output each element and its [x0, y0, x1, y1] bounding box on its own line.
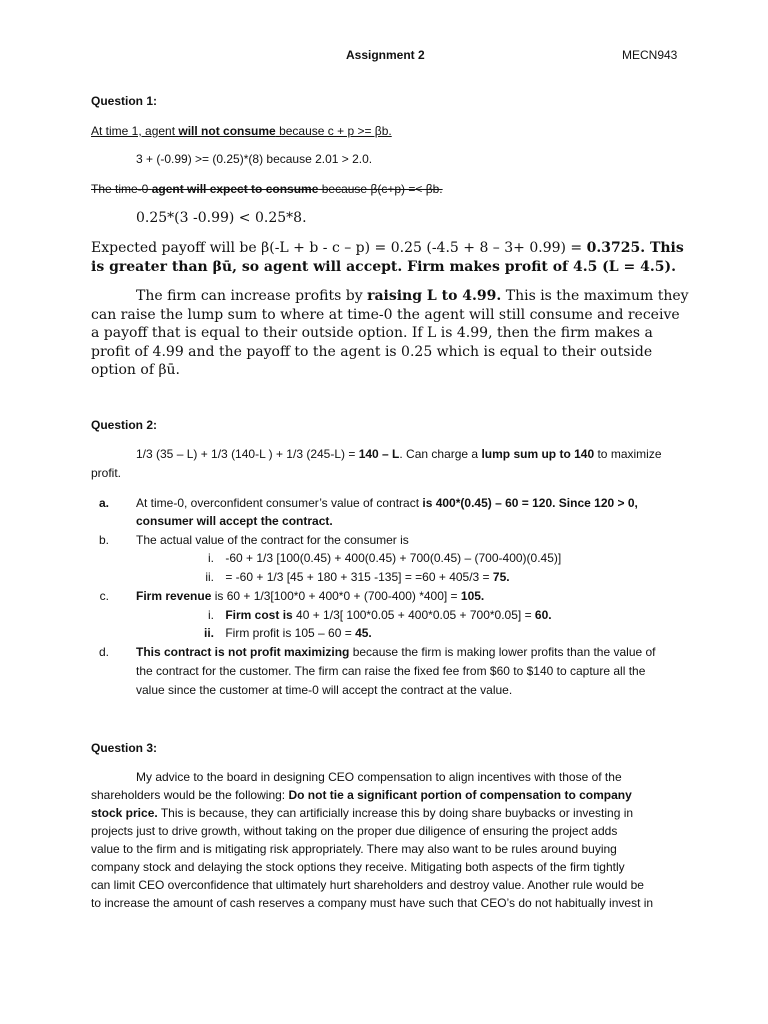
list-marker: i. [208, 551, 214, 565]
q1-paragraph [91, 287, 689, 380]
q2-a-line-1: At time-0, overconfident consumer’s value of contract is 400*(0.45) – 60 = 120. Since 120 > 0, [136, 496, 638, 510]
question-2-heading: Question 2: [91, 418, 158, 432]
q3-line-4: projects just to drive growth, without taking on the proper due diligence of ensuring the project adds [91, 824, 618, 838]
q3-line-6: company stock and delaying the stock options they receive. Mitigating both aspects of the firm tightly [91, 860, 625, 874]
q1-para-line-4: profit of 4.99 and the payoff to the agent is 0.25 which is equal to their outside [91, 343, 653, 360]
list-marker: i. [208, 608, 214, 622]
q2-equation-cont: profit. [91, 466, 122, 480]
q2-b-ii: ii. = -60 + 1/3 [45 + 180 + 315 -135] = =60 + 405/3 = 75. [190, 570, 510, 584]
q1-para-line-3: a payoff that is equal to their outside option. If L is 4.99, then the firm makes a [91, 325, 653, 341]
list-marker: b. [98, 533, 109, 547]
q2-d-line-1: This contract is not profit maximizing because the firm is making lower profits than the value of [136, 645, 656, 659]
question-1-heading: Question 1: [91, 94, 158, 108]
q1-expected-payoff [91, 239, 684, 276]
q1-para-line-1: The firm can increase profits by raising L to 4.99. This is the maximum they [136, 288, 689, 304]
q1-para-line-5: option of βū. [91, 362, 181, 378]
q1-para-line-2: can raise the lump sum to where at time-0 the agent will still consume and receive [91, 306, 680, 323]
q3-line-3: stock price. This is because, they can artificially increase this by doing share buybacks or investing in [91, 806, 634, 820]
q2-b-i: i. -60 + 1/3 [100(0.45) + 400(0.45) + 700(0.45) – (700-400)(0.45)] [190, 551, 561, 565]
q2-a-line-2: consumer will accept the contract. [136, 514, 333, 528]
q1-payoff-line-1: Expected payoff will be β(-L + b - c – p) = 0.25 (-4.5 + 8 – 3+ 0.99) = 0.3725. This [91, 240, 684, 256]
q2-c-ii: ii. Firm profit is 105 – 60 = 45. [190, 626, 372, 640]
q3-line-8: to increase the amount of cash reserves a company must have such that CEO’s do not habitually invest in [91, 896, 654, 910]
course-code: MECN943 [622, 48, 678, 62]
q3-line-1: My advice to the board in designing CEO compensation to align incentives with those of the [136, 770, 622, 784]
q2-equation: 1/3 (35 – L) + 1/3 (140-L ) + 1/3 (245-L) = 140 – L. Can charge a lump sum up to 140 to maximize [136, 447, 662, 461]
q2-c-text: Firm revenue is 60 + 1/3[100*0 + 400*0 + (700-400) *400] = 105. [136, 589, 485, 603]
q1-payoff-line-2: is greater than βū, so agent will accept. Firm makes profit of 4.5 (L = 4.5). [91, 258, 676, 275]
q3-paragraph [91, 768, 681, 912]
q2-d-line-2: the contract for the customer. The firm can raise the fixed fee from $60 to $140 to capture all the [136, 664, 646, 678]
q1-line-comparison: 0.25*(3 -0.99) < 0.25*8. [136, 210, 307, 226]
list-marker: ii. [203, 626, 214, 640]
list-marker: ii. [205, 570, 214, 584]
question-3-heading: Question 3: [91, 741, 158, 755]
list-marker: d. [98, 645, 109, 659]
q1-line-time0: The time-0 agent will expect to consume because β(c+p) =< βb. [91, 182, 443, 196]
q2-c-i: i. Firm cost is 40 + 1/3[ 100*0.05 + 400*0.05 + 700*0.05] = 60. [190, 608, 552, 622]
q3-line-5: value to the firm and is mitigating risk appropriately. There may also want to be rules around buying [91, 842, 617, 856]
q3-line-7: can limit CEO overconfidence that ultimately hurt shareholders and destroy value. Another rule would be [91, 878, 644, 892]
list-marker: a. [98, 496, 109, 510]
list-marker: c. [99, 589, 109, 603]
q1-line-inequality: 3 + (-0.99) >= (0.25)*(8) because 2.01 > 2.0. [136, 152, 373, 166]
q2-d-line-3: value since the customer at time-0 will accept the contract at the value. [136, 683, 513, 697]
q2-b-text: The actual value of the contract for the consumer is [136, 533, 409, 547]
q3-line-2: shareholders would be the following: Do not tie a significant portion of compensation to company [91, 788, 632, 802]
q1-line-time1: At time 1, agent will not consume because c + p >= βb. [91, 124, 392, 138]
assignment-title: Assignment 2 [346, 48, 425, 62]
